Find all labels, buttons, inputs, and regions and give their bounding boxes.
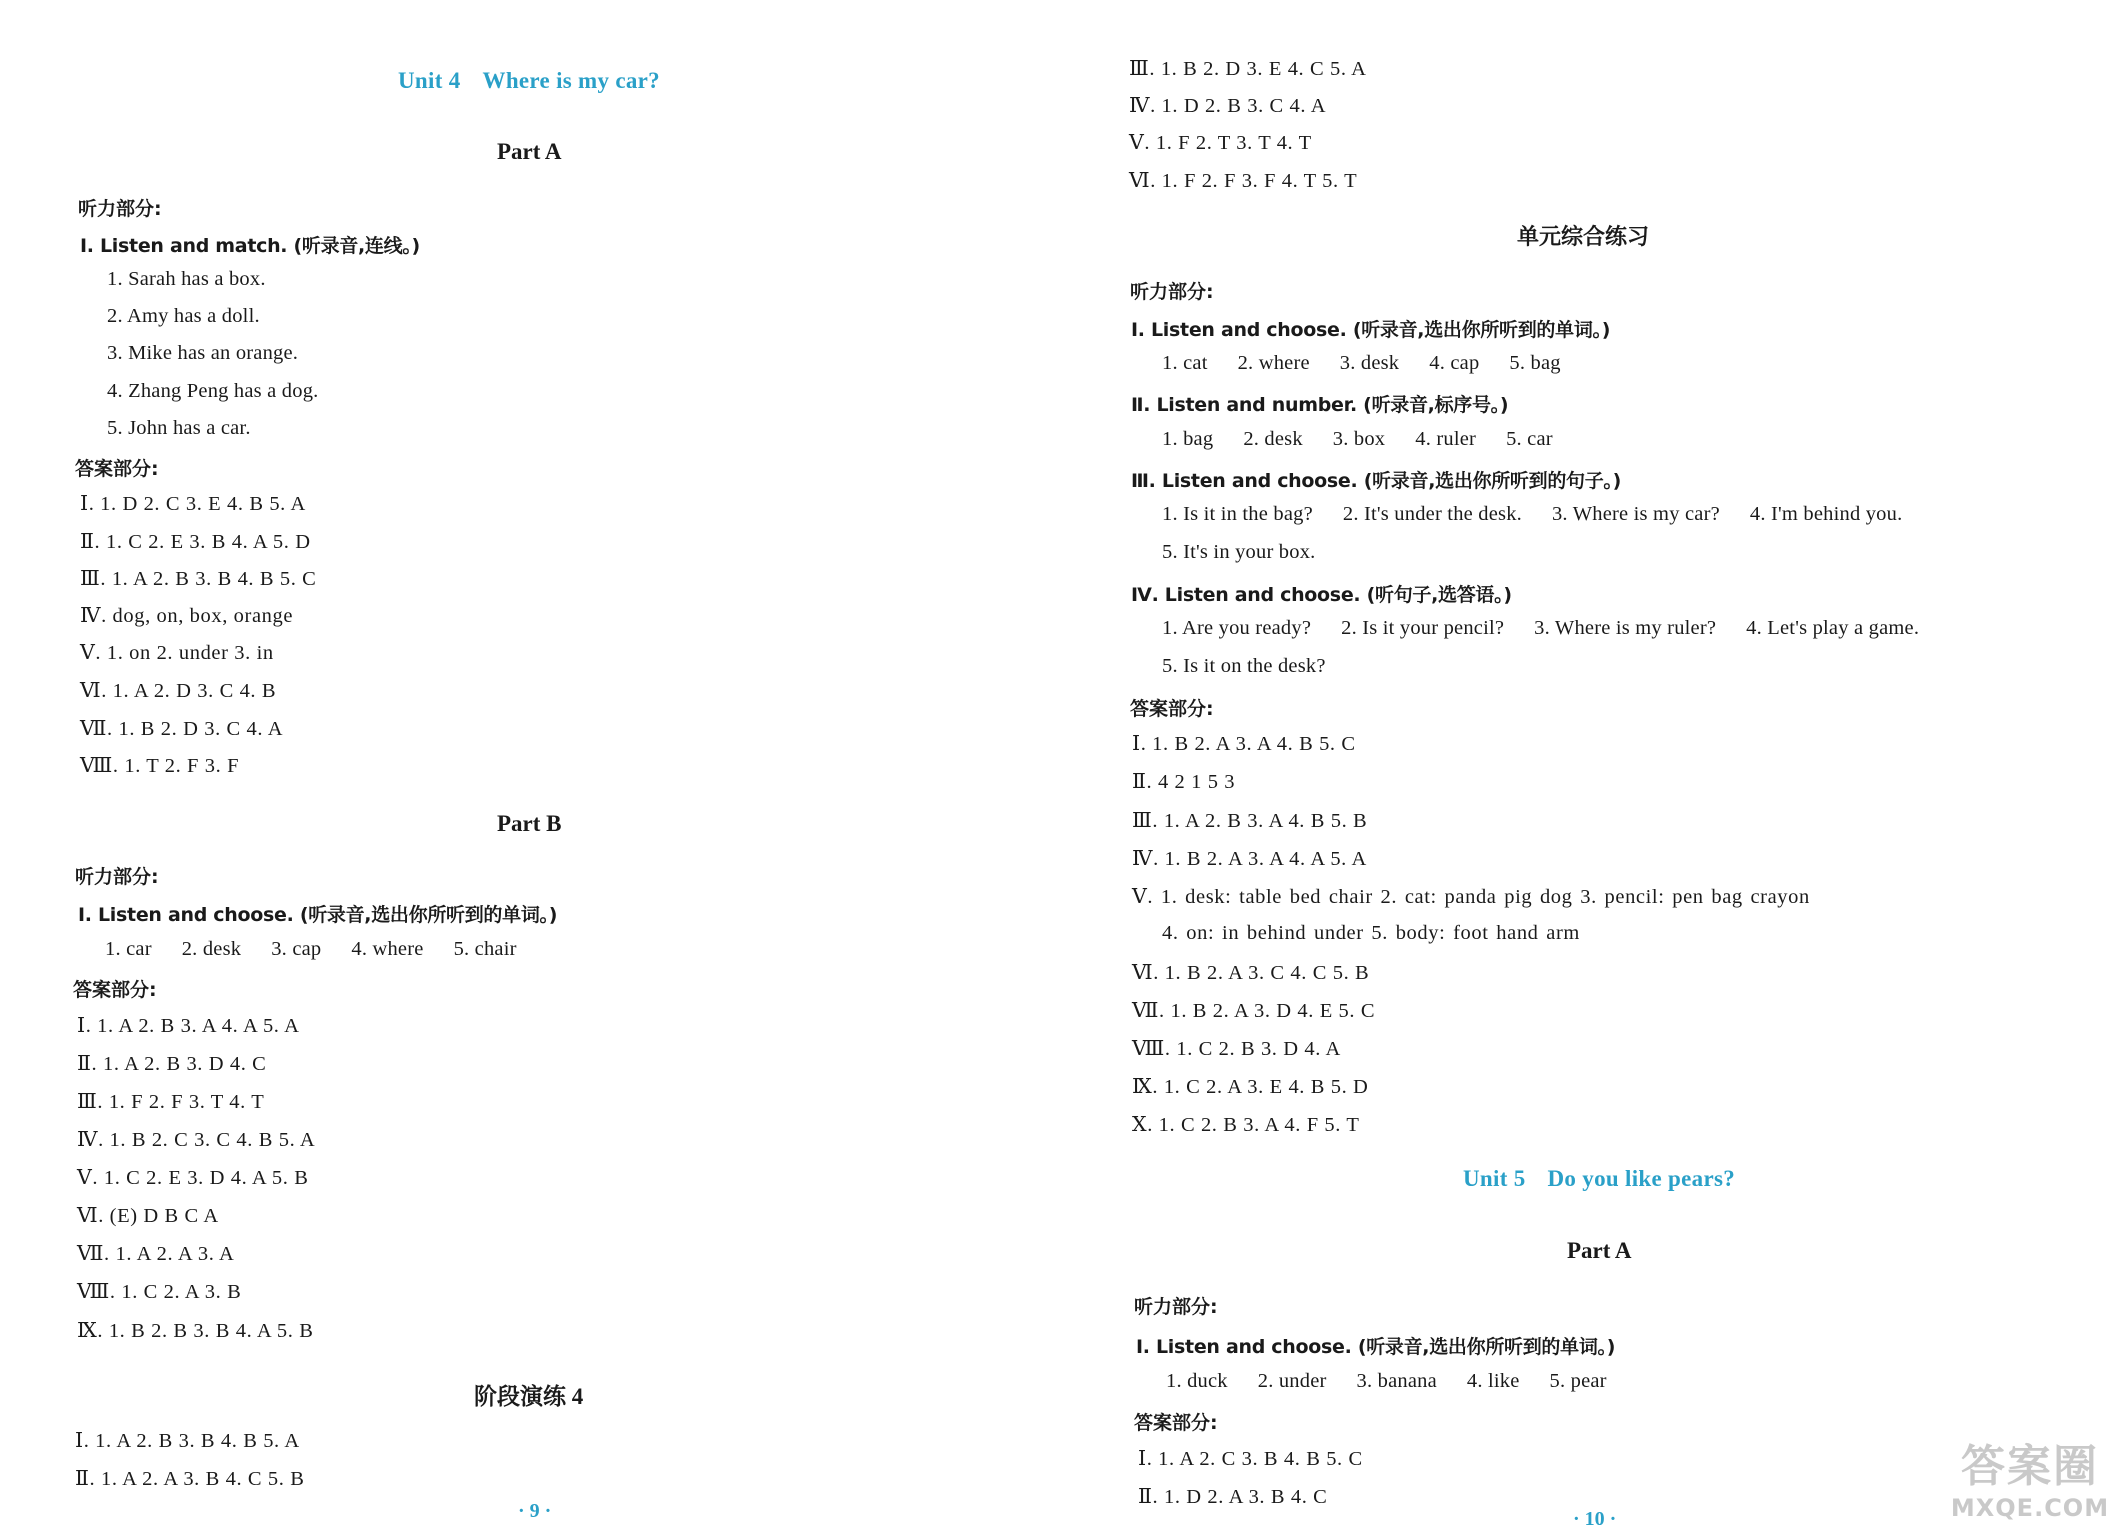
answer-line: Ⅷ. 1. T 2. F 3. F [80, 755, 240, 777]
answer-line: Ⅱ. 4 2 1 5 3 [1132, 771, 1236, 793]
unit5-part-a-title: Part A [1567, 1238, 1632, 1263]
section-instruction: Ⅱ. Listen and number. (听录音,标序号。) [1131, 394, 1509, 416]
sentence-item: 3. Where is my car? [1551, 503, 1720, 525]
word-item: 3. cap [271, 938, 322, 960]
answer-line: Ⅱ. 1. A 2. A 3. B 4. C 5. B [75, 1468, 305, 1490]
unit4-title-text: Where is my car? [482, 68, 660, 93]
watermark-top-text: 答案圈 [1961, 1441, 2099, 1492]
word-item: 5. pear [1549, 1370, 1607, 1392]
answer-line: Ⅶ. 1. B 2. A 3. D 4. E 5. C [1132, 1000, 1376, 1022]
sentence-item: 4. Let's play a game. [1746, 617, 1920, 639]
sentence-item: 5. Is it on the desk? [1162, 655, 1326, 677]
sentence-list [1162, 617, 1919, 640]
answer-line: Ⅴ. 1. desk: table bed chair 2. cat: panda pig dog 3. pencil: pen bag crayon [1132, 886, 1810, 908]
sentence-item: 5. It's in your box. [1162, 541, 1316, 563]
answer-line: Ⅵ. 1. F 2. F 3. F 4. T 5. T [1129, 170, 1358, 192]
answer-line: Ⅸ. 1. B 2. B 3. B 4. A 5. B [77, 1320, 314, 1342]
answer-line: Ⅵ. (E) D B C A [77, 1205, 219, 1227]
answer-line: Ⅱ. 1. C 2. E 3. B 4. A 5. D [80, 531, 311, 553]
right-page [1060, 0, 2121, 1536]
listening-item: 4. Zhang Peng has a dog. [107, 380, 319, 402]
answer-line: Ⅳ. 1. D 2. B 3. C 4. A [1129, 95, 1327, 117]
word-item: 2. under [1257, 1370, 1327, 1392]
word-item: 3. box [1332, 428, 1386, 450]
sentence-item: 2. It's under the desk. [1342, 503, 1522, 525]
unit4-title [398, 68, 660, 94]
answer-line: Ⅱ. 1. A 2. B 3. D 4. C [77, 1053, 267, 1075]
word-item: 1. duck [1166, 1370, 1228, 1392]
listening-item: 1. Sarah has a box. [107, 268, 266, 290]
page-number: · 10 · [1573, 1508, 1617, 1530]
answer-line: Ⅳ. 1. B 2. A 3. A 4. A 5. A [1132, 848, 1367, 870]
word-item: 5. bag [1509, 352, 1561, 374]
unit4-number: Unit 4 [398, 68, 461, 93]
word-item: 5. car [1506, 428, 1553, 450]
listening-item: 3. Mike has an orange. [107, 342, 299, 364]
word-item: 5. chair [453, 938, 517, 960]
word-list [1162, 352, 1561, 375]
answers-label: 答案部分: [1134, 1412, 1218, 1434]
answers-label: 答案部分: [1130, 698, 1214, 720]
answer-line: Ⅳ. 1. B 2. C 3. C 4. B 5. A [77, 1129, 316, 1151]
sentence-list [1162, 503, 1902, 526]
sentence-item: 1. Are you ready? [1162, 617, 1312, 639]
sentence-item: 1. Is it in the bag? [1162, 503, 1313, 525]
answer-line: Ⅱ. 1. D 2. A 3. B 4. C [1138, 1486, 1328, 1508]
stage-practice-title: 阶段演练 4 [474, 1384, 584, 1409]
part-b-title: Part B [497, 811, 562, 836]
word-item: 1. cat [1162, 352, 1208, 374]
answer-line: Ⅳ. dog, on, box, orange [80, 605, 294, 627]
section-instruction: Ⅰ. Listen and choose. (听录音,选出你所听到的单词。) [1136, 1336, 1616, 1358]
word-item: 2. desk [181, 938, 242, 960]
answer-line: Ⅷ. 1. C 2. B 3. D 4. A [1132, 1038, 1341, 1060]
answer-line: Ⅲ. 1. B 2. D 3. E 4. C 5. A [1129, 58, 1367, 80]
watermark-bottom-text: MXQE.COM [1950, 1494, 2110, 1522]
sentence-item: 2. Is it your pencil? [1341, 617, 1505, 639]
unit-review-title: 单元综合练习 [1517, 225, 1650, 250]
listening-label: 听力部分: [1134, 1296, 1218, 1318]
answer-line: Ⅰ. 1. A 2. B 3. B 4. B 5. A [75, 1430, 300, 1452]
watermark-logo [1945, 1440, 2115, 1532]
answer-line: Ⅶ. 1. B 2. D 3. C 4. A [80, 718, 284, 740]
section-instruction: Ⅰ. Listen and match. (听录音,连线。) [80, 235, 420, 257]
answer-line: Ⅴ. 1. on 2. under 3. in [80, 642, 274, 664]
word-item: 4. ruler [1415, 428, 1477, 450]
answer-line: Ⅰ. 1. B 2. A 3. A 4. B 5. C [1132, 733, 1356, 755]
word-item: 2. where [1237, 352, 1310, 374]
answer-line: Ⅰ. 1. A 2. C 3. B 4. B 5. C [1138, 1448, 1363, 1470]
answer-line: Ⅶ. 1. A 2. A 3. A [77, 1243, 235, 1265]
answer-line: Ⅲ. 1. F 2. F 3. T 4. T [77, 1091, 265, 1113]
unit5-title-text: Do you like pears? [1547, 1166, 1736, 1191]
answer-line: Ⅲ. 1. A 2. B 3. B 4. B 5. C [80, 568, 317, 590]
listening-item: 2. Amy has a doll. [107, 305, 260, 327]
word-item: 4. where [351, 938, 424, 960]
section-instruction: Ⅰ. Listen and choose. (听录音,选出你所听到的单词。) [78, 904, 558, 926]
answer-line: Ⅹ. 1. C 2. B 3. A 4. F 5. T [1132, 1114, 1360, 1136]
listening-label: 听力部分: [1130, 281, 1214, 303]
section-instruction: Ⅳ. Listen and choose. (听句子,选答语。) [1131, 584, 1512, 606]
sentence-item: 4. I'm behind you. [1749, 503, 1903, 525]
answers-label: 答案部分: [73, 979, 157, 1001]
word-list [1166, 1370, 1607, 1393]
answers-label: 答案部分: [75, 458, 159, 480]
section-instruction: Ⅲ. Listen and choose. (听录音,选出你所听到的句子。) [1131, 470, 1622, 492]
word-list [1162, 428, 1553, 451]
word-item: 3. banana [1356, 1370, 1437, 1392]
answer-line: Ⅴ. 1. C 2. E 3. D 4. A 5. B [77, 1167, 309, 1189]
word-item: 4. like [1466, 1370, 1520, 1392]
answer-line: Ⅷ. 1. C 2. A 3. B [77, 1281, 242, 1303]
unit5-title [1463, 1166, 1735, 1192]
answer-line: Ⅰ. 1. A 2. B 3. A 4. A 5. A [77, 1015, 300, 1037]
answer-line: Ⅲ. 1. A 2. B 3. A 4. B 5. B [1132, 810, 1368, 832]
listening-item: 5. John has a car. [107, 417, 251, 439]
part-a-title: Part A [497, 139, 562, 164]
listening-label: 听力部分: [78, 198, 162, 220]
answer-line: 4. on: in behind under 5. body: foot hand arm [1162, 922, 1580, 944]
word-item: 2. desk [1243, 428, 1303, 450]
answer-line: Ⅴ. 1. F 2. T 3. T 4. T [1129, 132, 1312, 154]
word-item: 4. cap [1429, 352, 1480, 374]
page-number: · 9 · [518, 1500, 552, 1522]
left-page [0, 0, 1060, 1536]
answer-line: Ⅰ. 1. D 2. C 3. E 4. B 5. A [80, 493, 306, 515]
section-instruction: Ⅰ. Listen and choose. (听录音,选出你所听到的单词。) [1131, 319, 1611, 341]
word-item: 3. desk [1339, 352, 1400, 374]
answer-line: Ⅸ. 1. C 2. A 3. E 4. B 5. D [1132, 1076, 1369, 1098]
sentence-item: 3. Where is my ruler? [1534, 617, 1717, 639]
unit5-number: Unit 5 [1463, 1166, 1526, 1191]
word-list [105, 938, 517, 961]
answer-line: Ⅵ. 1. A 2. D 3. C 4. B [80, 680, 277, 702]
answer-line: Ⅵ. 1. B 2. A 3. C 4. C 5. B [1132, 962, 1370, 984]
word-item: 1. car [105, 938, 152, 960]
word-item: 1. bag [1162, 428, 1214, 450]
listening-label: 听力部分: [75, 866, 159, 888]
